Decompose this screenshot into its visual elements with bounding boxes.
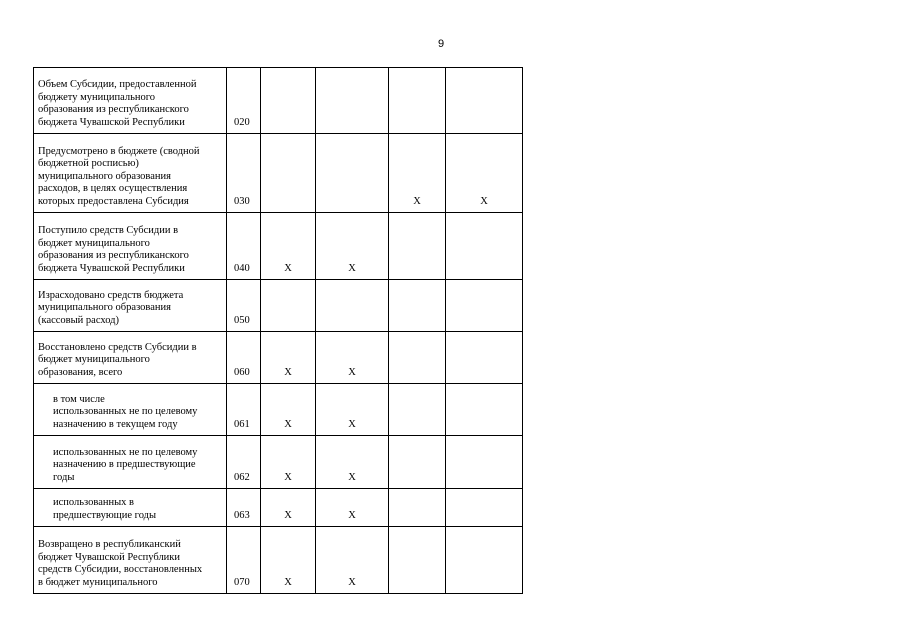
cell-col-4	[446, 384, 523, 436]
table-row	[34, 280, 523, 332]
row-label: Возвращено в республиканский бюджет Чувашской Республики средств Субсидии, восстановленных в бюджет муниципального	[38, 539, 203, 588]
row-label-cell	[34, 213, 227, 280]
row-label-cell	[34, 68, 227, 134]
row-label-cell	[34, 280, 227, 332]
cell-col-1	[261, 68, 316, 134]
row-label-cell	[34, 527, 227, 594]
row-label-cell	[34, 384, 227, 436]
cell-col-4	[446, 436, 523, 489]
row-label-cell	[34, 134, 227, 213]
row-code: 030	[227, 134, 261, 213]
cell-col-4	[446, 213, 523, 280]
table-row	[34, 436, 523, 489]
row-label: Израсходовано средств бюджета муниципального образования (кассовый расход)	[38, 289, 184, 326]
cell-col-4: X	[446, 134, 523, 213]
cell-col-3	[389, 213, 446, 280]
row-label-cell	[34, 489, 227, 527]
page-number: 9	[437, 38, 445, 50]
row-label: Предусмотрено в бюджете (сводной бюджетной росписью) муниципального образования расходов, в целях осуществления которых предоставлена Субсидия	[38, 145, 200, 207]
cell-col-1: X	[261, 332, 316, 384]
row-label: использованных в предшествующие годы	[53, 497, 157, 521]
cell-col-4	[446, 527, 523, 594]
cell-col-4	[446, 280, 523, 332]
row-code: 020	[227, 68, 261, 134]
table-row	[34, 134, 523, 213]
cell-col-2: X	[316, 213, 389, 280]
cell-col-2: X	[316, 332, 389, 384]
cell-col-3	[389, 280, 446, 332]
row-label: Поступило средств Субсидии в бюджет муниципального образования из республиканского бюджета Чувашской Республики	[38, 225, 189, 274]
table-row	[34, 68, 523, 134]
row-label: Объем Субсидии, предоставленной бюджету муниципального образования из республиканского бюджета Чувашской Республики	[38, 79, 197, 128]
row-code: 050	[227, 280, 261, 332]
cell-col-1: X	[261, 213, 316, 280]
cell-col-2: X	[316, 527, 389, 594]
cell-col-1: X	[261, 384, 316, 436]
table-row	[34, 213, 523, 280]
row-label: в том числе использованных не по целевому назначению в текущем году	[53, 393, 198, 430]
row-label-cell	[34, 436, 227, 489]
cell-col-2: X	[316, 384, 389, 436]
cell-col-4	[446, 68, 523, 134]
cell-col-3	[389, 436, 446, 489]
cell-col-1: X	[261, 527, 316, 594]
table-row	[34, 527, 523, 594]
cell-col-1	[261, 134, 316, 213]
row-code: 060	[227, 332, 261, 384]
row-label-cell	[34, 332, 227, 384]
cell-col-1	[261, 280, 316, 332]
cell-col-1: X	[261, 436, 316, 489]
subsidy-report-table	[33, 67, 523, 594]
row-code: 062	[227, 436, 261, 489]
cell-col-3	[389, 332, 446, 384]
cell-col-2	[316, 134, 389, 213]
cell-col-3	[389, 384, 446, 436]
cell-col-2: X	[316, 489, 389, 527]
cell-col-3	[389, 68, 446, 134]
cell-col-3	[389, 527, 446, 594]
cell-col-1: X	[261, 489, 316, 527]
row-label: Восстановлено средств Субсидии в бюджет муниципального образования, всего	[38, 341, 197, 378]
row-label: использованных не по целевому назначению в предшествующие годы	[53, 446, 198, 483]
cell-col-4	[446, 332, 523, 384]
cell-col-2	[316, 68, 389, 134]
cell-col-2: X	[316, 436, 389, 489]
table-row	[34, 384, 523, 436]
row-code: 040	[227, 213, 261, 280]
table-row	[34, 489, 523, 527]
cell-col-3	[389, 489, 446, 527]
row-code: 070	[227, 527, 261, 594]
cell-col-2	[316, 280, 389, 332]
row-code: 063	[227, 489, 261, 527]
table-row	[34, 332, 523, 384]
row-code: 061	[227, 384, 261, 436]
cell-col-4	[446, 489, 523, 527]
cell-col-3: X	[389, 134, 446, 213]
